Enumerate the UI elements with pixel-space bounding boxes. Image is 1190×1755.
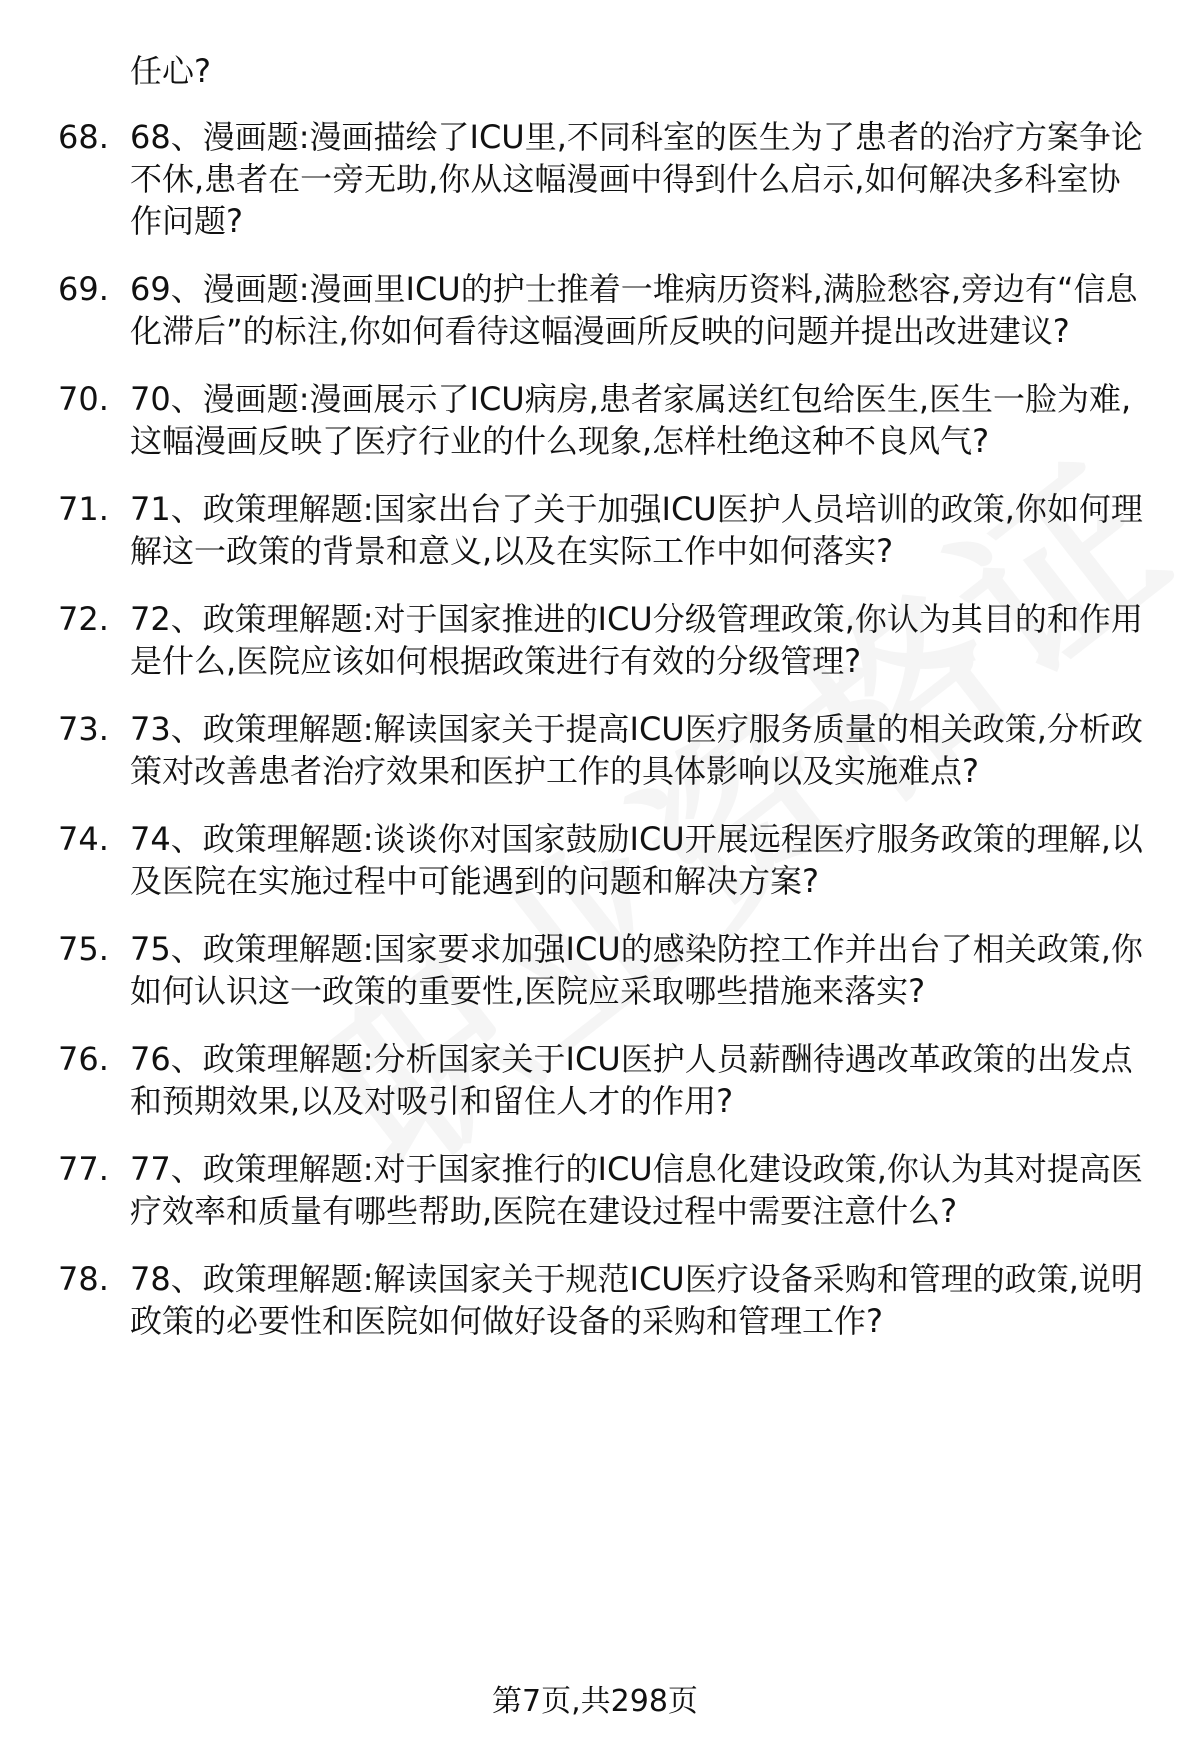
item-number: 74. [58, 820, 109, 858]
item-number: 73. [58, 710, 109, 748]
list-item [0, 116, 1190, 242]
item-text: 73、政策理解题:解读国家关于提高ICU医疗服务质量的相关政策,分析政策对改善患者治疗效果和医护工作的具体影响以及实施难点? [130, 710, 1143, 790]
list-item [0, 818, 1190, 902]
item-text: 69、漫画题:漫画里ICU的护士推着一堆病历资料,满脸愁容,旁边有“信息化滞后”的标注,你如何看待这幅漫画所反映的问题并提出改进建议? [130, 270, 1138, 350]
item-number: 70. [58, 380, 109, 418]
list-item [0, 1038, 1190, 1122]
item-number: 78. [58, 1260, 109, 1298]
item-text: 76、政策理解题:分析国家关于ICU医护人员薪酬待遇改革政策的出发点和预期效果,以及对吸引和留住人才的作用? [130, 1040, 1133, 1120]
list-item [0, 1258, 1190, 1342]
list-item [0, 1148, 1190, 1232]
item-text: 72、政策理解题:对于国家推进的ICU分级管理政策,你认为其目的和作用是什么,医院应该如何根据政策进行有效的分级管理? [130, 600, 1143, 680]
item-number: 68. [58, 118, 109, 156]
item-number: 76. [58, 1040, 109, 1078]
item-number: 71. [58, 490, 109, 528]
item-number: 75. [58, 930, 109, 968]
item-number: 69. [58, 270, 109, 308]
item-text: 68、漫画题:漫画描绘了ICU里,不同科室的医生为了患者的治疗方案争论不休,患者在一旁无助,你从这幅漫画中得到什么启示,如何解决多科室协作问题? [130, 118, 1143, 240]
item-text: 75、政策理解题:国家要求加强ICU的感染防控工作并出台了相关政策,你如何认识这一政策的重要性,医院应采取哪些措施来落实? [130, 930, 1143, 1010]
continuation-text: 任心? [130, 52, 211, 90]
question-list [0, 116, 1190, 1368]
list-item [0, 378, 1190, 462]
item-number: 77. [58, 1150, 109, 1188]
item-number: 72. [58, 600, 109, 638]
list-item [0, 268, 1190, 352]
list-item [0, 488, 1190, 572]
item-text: 74、政策理解题:谈谈你对国家鼓励ICU开展远程医疗服务政策的理解,以及医院在实施过程中可能遇到的问题和解决方案? [130, 820, 1143, 900]
item-text: 71、政策理解题:国家出台了关于加强ICU医护人员培训的政策,你如何理解这一政策的背景和意义,以及在实际工作中如何落实? [130, 490, 1143, 570]
item-text: 70、漫画题:漫画展示了ICU病房,患者家属送红包给医生,医生一脸为难,这幅漫画反映了医疗行业的什么现象,怎样杜绝这种不良风气? [130, 380, 1132, 460]
page-footer: 第7页,共298页 [492, 1684, 698, 1719]
list-item [0, 598, 1190, 682]
list-item [0, 708, 1190, 792]
item-text: 77、政策理解题:对于国家推行的ICU信息化建设政策,你认为其对提高医疗效率和质量有哪些帮助,医院在建设过程中需要注意什么? [130, 1150, 1143, 1230]
list-item [0, 928, 1190, 1012]
item-text: 78、政策理解题:解读国家关于规范ICU医疗设备采购和管理的政策,说明政策的必要性和医院如何做好设备的采购和管理工作? [130, 1260, 1143, 1340]
